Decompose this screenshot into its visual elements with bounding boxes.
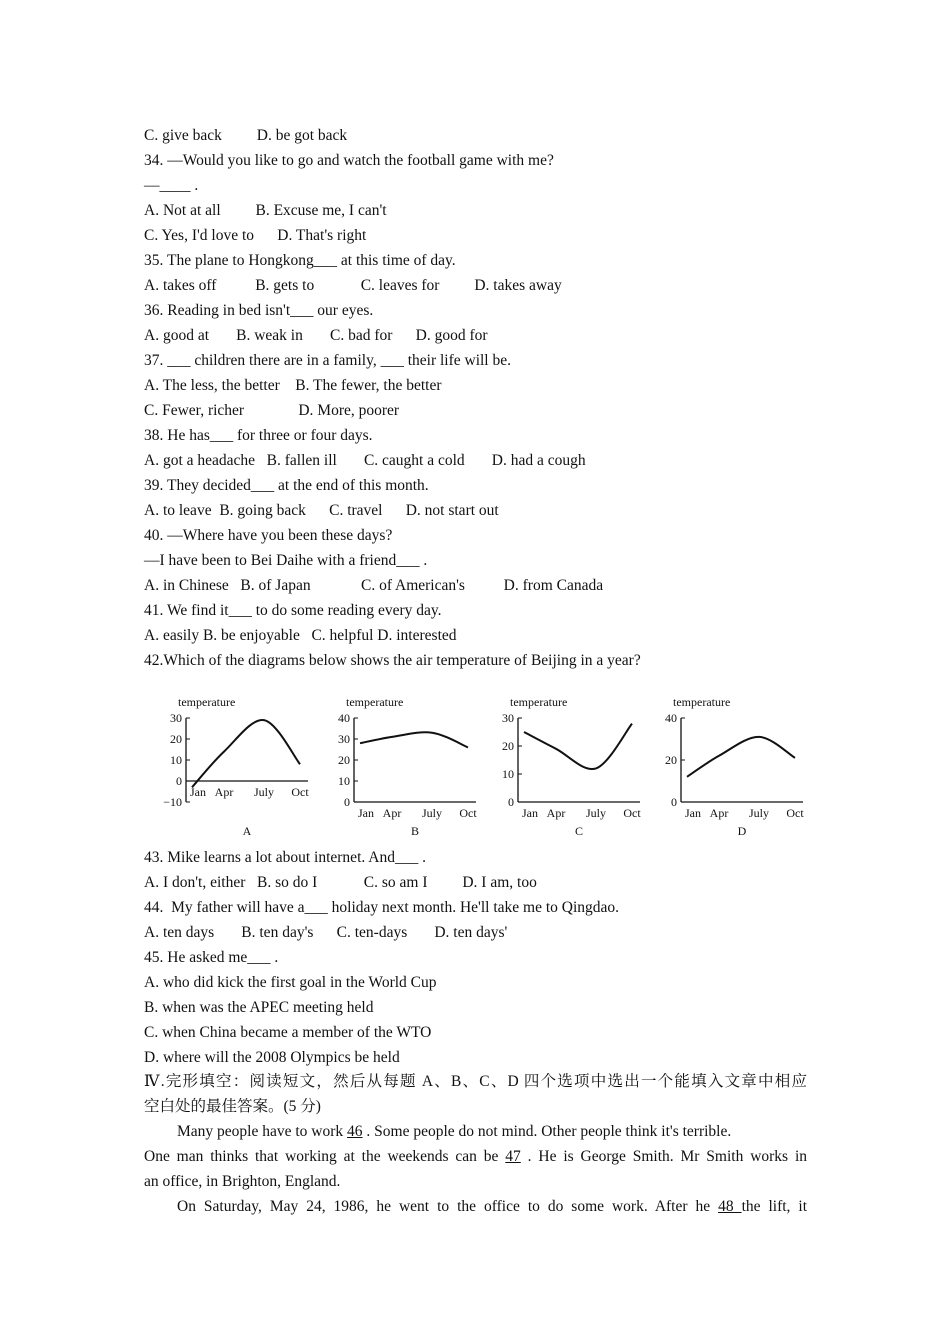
blank-48: 48	[718, 1198, 742, 1215]
x-tick-label: July	[253, 785, 275, 799]
text-line: C. give back D. be got back	[144, 127, 348, 144]
y-tick-label: 10	[502, 767, 514, 781]
text-line: A. takes off B. gets to C. leaves for D. takes away	[144, 277, 562, 294]
x-tick-label: Jan	[190, 785, 206, 799]
text-line: B. when was the APEC meeting held	[144, 999, 374, 1016]
passage-text: . He is George Smith. Mr Smith works in	[520, 1148, 808, 1165]
text-line: A. ten days B. ten day's C. ten-days D. ten days'	[144, 924, 508, 941]
y-tick-label: 0	[508, 795, 514, 809]
text-line: 42.Which of the diagrams below shows the air temperature of Beijing in a year?	[144, 652, 641, 669]
x-tick-label: Jan	[358, 806, 374, 820]
chart-d	[645, 690, 810, 840]
chart-b	[318, 690, 483, 840]
x-tick-label: Oct	[623, 806, 641, 820]
chart-caption: A	[242, 824, 252, 838]
x-tick-label: Oct	[786, 806, 804, 820]
text-line: —____ .	[144, 177, 199, 194]
x-tick-label: Apr	[546, 806, 566, 820]
text-line: A. good at B. weak in C. bad for D. good for	[144, 327, 488, 344]
text-line: C. Yes, I'd love to D. That's right	[144, 227, 367, 244]
y-tick-label: −10	[163, 795, 182, 809]
temperature-line	[687, 737, 795, 777]
temperature-line	[192, 720, 300, 787]
text-line: A. The less, the better B. The fewer, the better	[144, 377, 442, 394]
text-line: 35. The plane to Hongkong___ at this time of day.	[144, 252, 456, 269]
passage-line: an office, in Brighton, England.	[144, 1173, 341, 1190]
blank-47: 47	[505, 1148, 521, 1165]
y-axis-label: temperature	[178, 695, 236, 709]
x-tick-label: Oct	[291, 785, 309, 799]
y-tick-label: 20	[665, 753, 677, 767]
y-tick-label: 20	[502, 739, 514, 753]
text-line: 40. —Where have you been these days?	[144, 527, 393, 544]
text-line: 36. Reading in bed isn't___ our eyes.	[144, 302, 374, 319]
text-line: —I have been to Bei Daihe with a friend___ .	[144, 552, 428, 569]
passage-text: . Some people do not mind. Other people think it's terrible.	[362, 1123, 732, 1140]
y-tick-label: 20	[170, 732, 182, 746]
y-tick-label: 30	[170, 711, 182, 725]
y-tick-label: 0	[176, 774, 182, 788]
chart-caption: D	[737, 824, 747, 838]
text-line: C. Fewer, richer D. More, poorer	[144, 402, 400, 419]
text-line: 38. He has___ for three or four days.	[144, 427, 373, 444]
x-tick-label: Jan	[685, 806, 701, 820]
passage-text: the lift, it	[741, 1198, 807, 1215]
chart-c	[482, 690, 647, 840]
section-heading-cont: 空白处的最佳答案。(5 分)	[144, 1098, 321, 1115]
temperature-line	[360, 732, 468, 747]
y-tick-label: 0	[344, 795, 350, 809]
text-line: 37. ___ children there are in a family, ___ their life will be.	[144, 352, 511, 369]
passage-text: Many people have to work	[177, 1123, 348, 1140]
text-line: A. got a headache B. fallen ill C. caught a cold D. had a cough	[144, 452, 586, 469]
text-line: A. Not at all B. Excuse me, I can't	[144, 202, 387, 219]
y-tick-label: 40	[665, 711, 677, 725]
x-tick-label: Apr	[709, 806, 729, 820]
text-line: 44. My father will have a___ holiday next month. He'll take me to Qingdao.	[144, 899, 620, 916]
text-line: 45. He asked me___ .	[144, 949, 279, 966]
y-axis-label: temperature	[346, 695, 404, 709]
y-tick-label: 10	[338, 774, 350, 788]
text-line: A. easily B. be enjoyable C. helpful D. interested	[144, 627, 457, 644]
y-tick-label: 10	[170, 753, 182, 767]
y-tick-label: 30	[502, 711, 514, 725]
text-line: 43. Mike learns a lot about internet. And___ .	[144, 849, 426, 866]
chart-caption: B	[410, 824, 420, 838]
passage-line	[177, 1197, 807, 1217]
passage-line	[144, 1147, 807, 1167]
text-line: 41. We find it___ to do some reading every day.	[144, 602, 442, 619]
x-tick-label: Apr	[382, 806, 402, 820]
passage-line	[177, 1122, 731, 1142]
x-tick-label: Apr	[214, 785, 234, 799]
section-heading: Ⅳ.完形填空：阅读短文，然后从每题 A、B、C、D 四个选项中选出一个能填入文章中相应	[144, 1073, 807, 1090]
text-line: 34. —Would you like to go and watch the football game with me?	[144, 152, 554, 169]
text-line: A. in Chinese B. of Japan C. of American's D. from Canada	[144, 577, 604, 594]
temperature-line	[524, 724, 632, 769]
text-line: A. I don't, either B. so do I C. so am I D. I am, too	[144, 874, 537, 891]
passage-text: One man thinks that working at the weekends can be	[144, 1148, 506, 1165]
passage-text: On Saturday, May 24, 1986, he went to the office to do some work. After he	[177, 1198, 719, 1215]
chart-a	[150, 690, 315, 840]
text-line: D. where will the 2008 Olympics be held	[144, 1049, 400, 1066]
x-tick-label: July	[748, 806, 770, 820]
x-tick-label: July	[421, 806, 443, 820]
y-tick-label: 20	[338, 753, 350, 767]
text-line: C. when China became a member of the WTO	[144, 1024, 432, 1041]
temperature-charts	[140, 690, 820, 845]
x-tick-label: Oct	[459, 806, 477, 820]
blank-46: 46	[347, 1123, 363, 1140]
text-line: A. to leave B. going back C. travel D. not start out	[144, 502, 499, 519]
y-tick-label: 0	[671, 795, 677, 809]
text-line: 39. They decided___ at the end of this month.	[144, 477, 429, 494]
x-tick-label: July	[585, 806, 607, 820]
text-line: A. who did kick the first goal in the World Cup	[144, 974, 437, 991]
y-tick-label: 30	[338, 732, 350, 746]
x-tick-label: Jan	[522, 806, 538, 820]
y-axis-label: temperature	[510, 695, 568, 709]
y-tick-label: 40	[338, 711, 350, 725]
chart-caption: C	[574, 824, 584, 838]
y-axis-label: temperature	[673, 695, 731, 709]
